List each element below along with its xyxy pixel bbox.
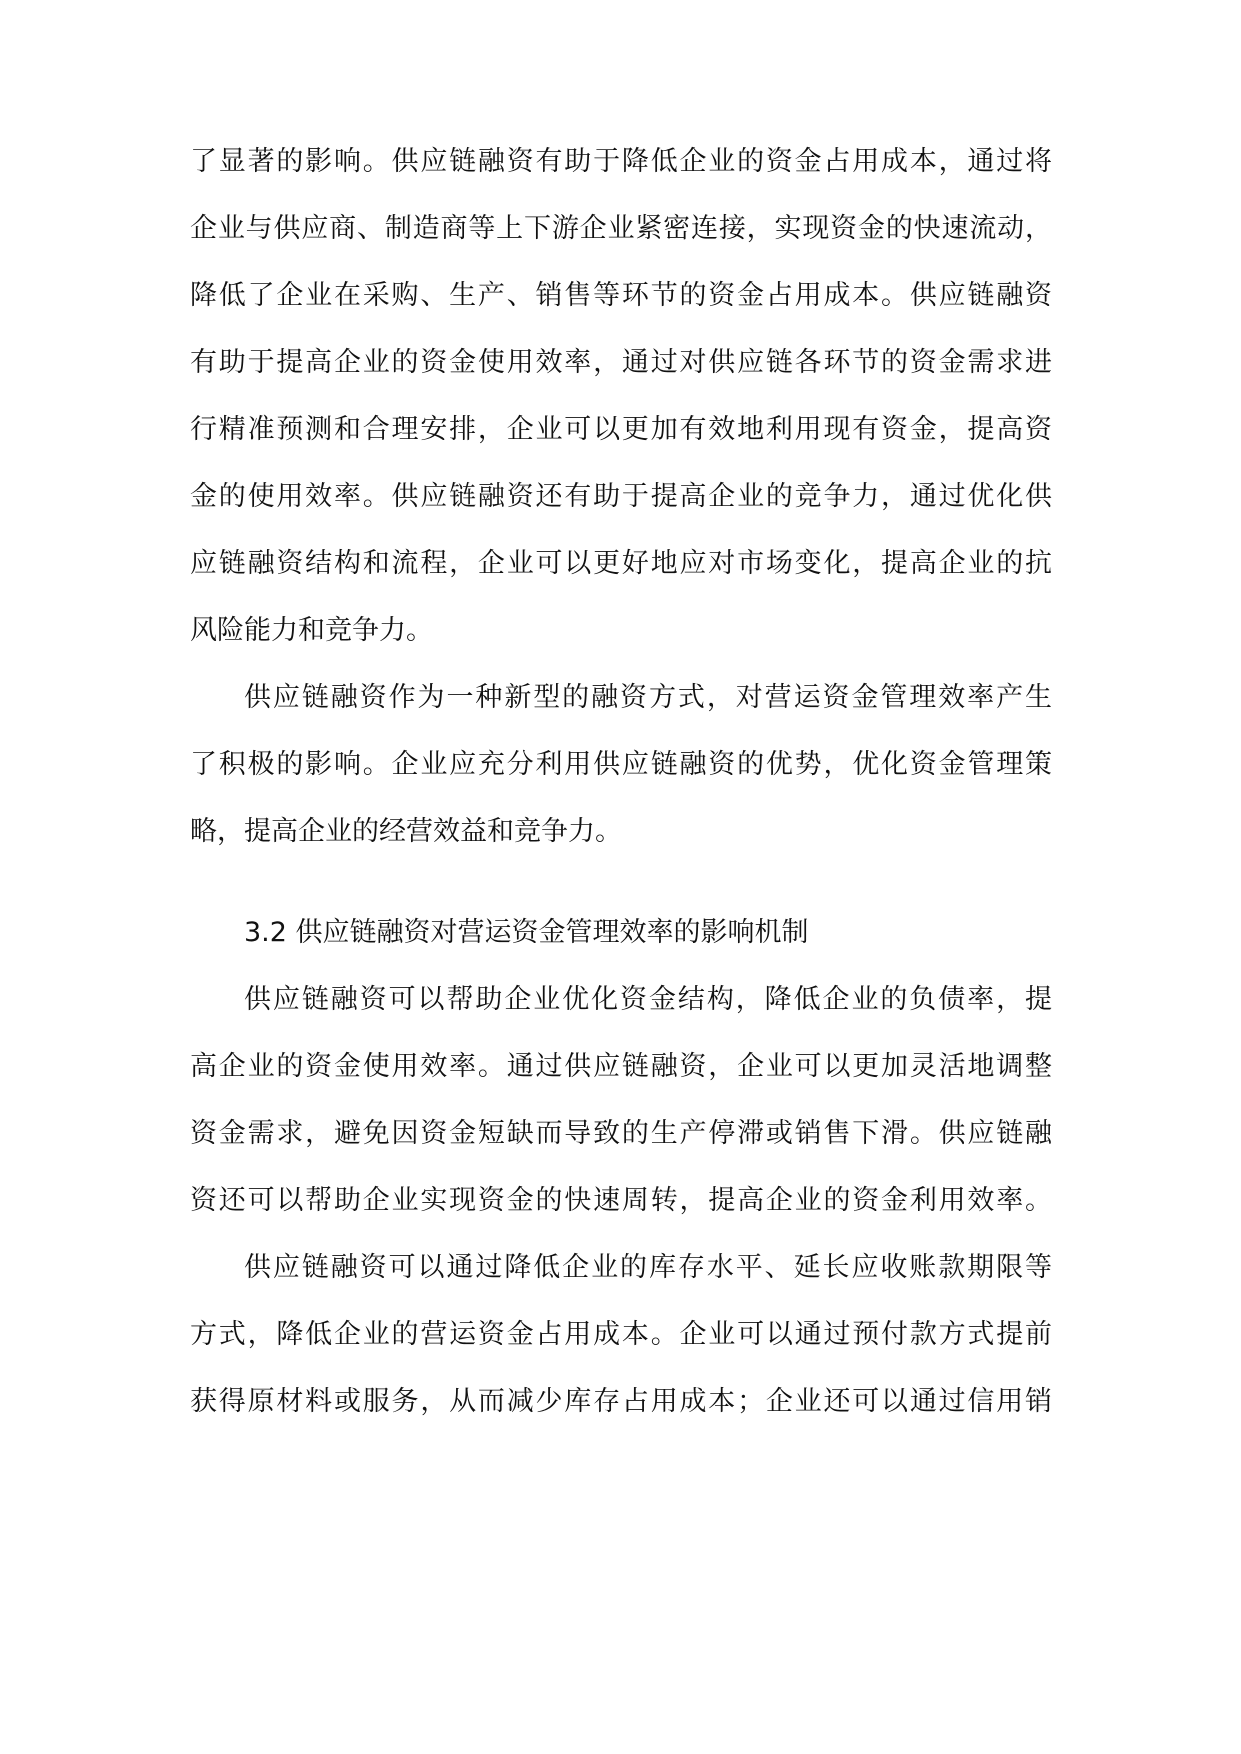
text-line: 降低了企业在采购、生产、销售等环节的资金占用成本。供应链融资: [190, 280, 1052, 311]
text-line: 企业与供应商、制造商等上下游企业紧密连接，实现资金的快速流动，: [190, 213, 1052, 244]
text-line: 风险能力和竞争力。: [190, 615, 433, 646]
text-line: 供应链融资可以通过降低企业的库存水平、延长应收账款期限等: [244, 1252, 1052, 1283]
text-line: 了积极的影响。企业应充分利用供应链融资的优势，优化资金管理策: [190, 749, 1052, 780]
text-line: 略，提高企业的经营效益和竞争力。: [190, 816, 622, 847]
text-line: 高企业的资金使用效率。通过供应链融资，企业可以更加灵活地调整: [190, 1051, 1052, 1082]
section-heading: 3.2 供应链融资对营运资金管理效率的影响机制: [244, 917, 809, 948]
text-line: 应链融资结构和流程，企业可以更好地应对市场变化，提高企业的抗: [190, 548, 1052, 579]
text-line: 供应链融资可以帮助企业优化资金结构，降低企业的负债率，提: [244, 984, 1052, 1015]
text-line: 资还可以帮助企业实现资金的快速周转，提高企业的资金利用效率。: [190, 1185, 1052, 1216]
text-line: 金的使用效率。供应链融资还有助于提高企业的竞争力，通过优化供: [190, 481, 1052, 512]
text-line: 供应链融资作为一种新型的融资方式，对营运资金管理效率产生: [244, 682, 1052, 713]
text-line: 方式，降低企业的营运资金占用成本。企业可以通过预付款方式提前: [190, 1319, 1052, 1350]
text-line: 资金需求，避免因资金短缺而导致的生产停滞或销售下滑。供应链融: [190, 1118, 1052, 1149]
text-line: 有助于提高企业的资金使用效率，通过对供应链各环节的资金需求进: [190, 347, 1052, 378]
text-line: 获得原材料或服务，从而减少库存占用成本；企业还可以通过信用销: [190, 1386, 1052, 1417]
text-line: 了显著的影响。供应链融资有助于降低企业的资金占用成本，通过将: [190, 146, 1052, 177]
text-line: 行精准预测和合理安排，企业可以更加有效地利用现有资金，提高资: [190, 414, 1052, 445]
